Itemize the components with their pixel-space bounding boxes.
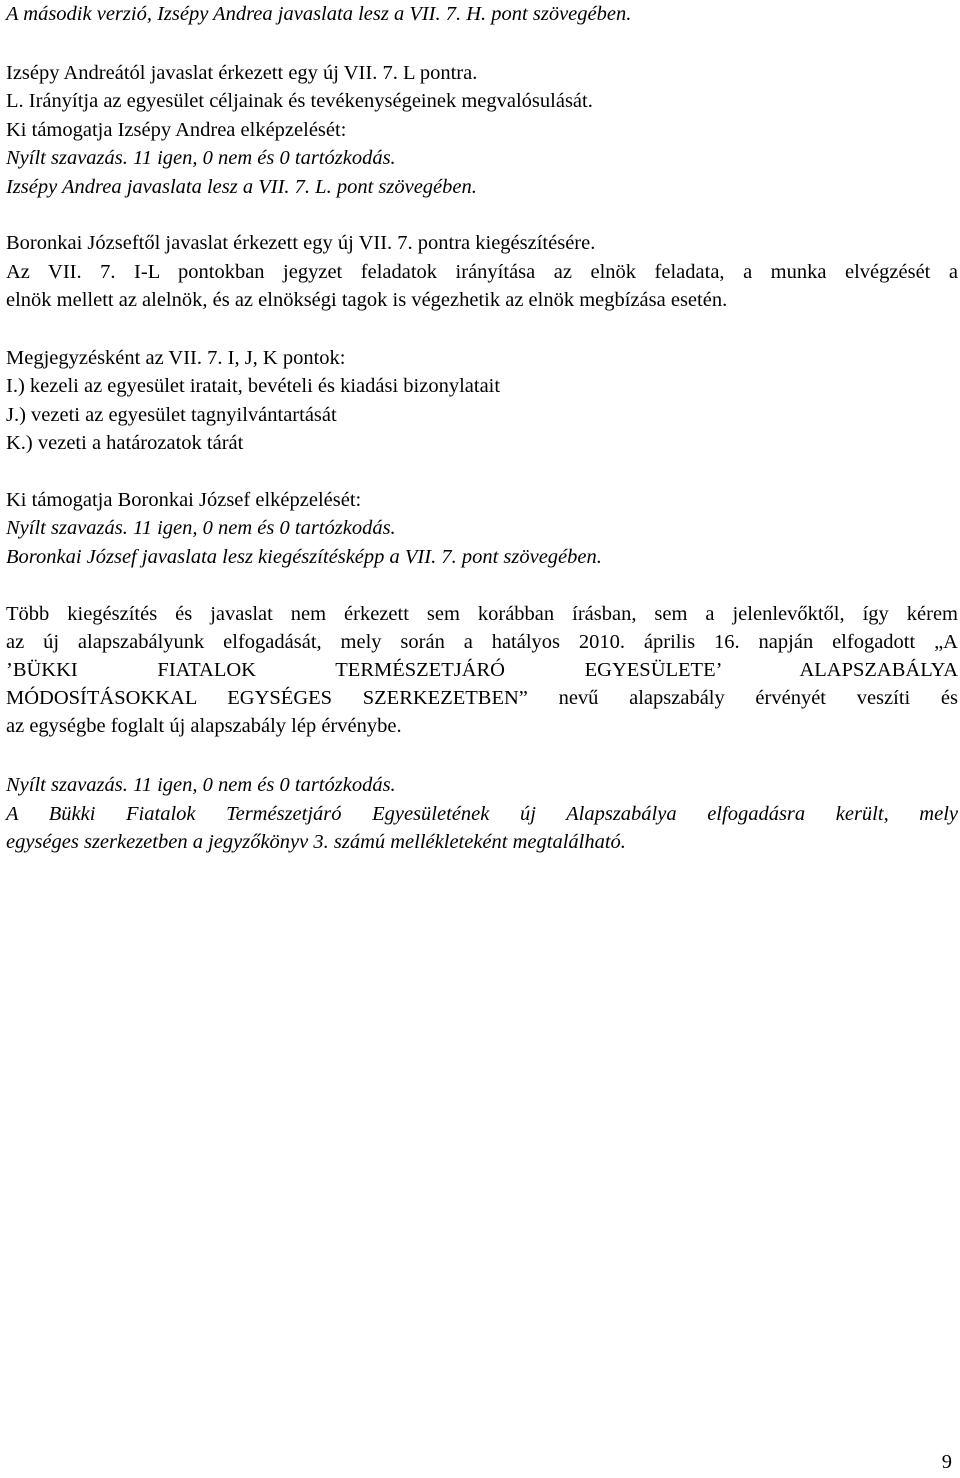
block1-result: Izsépy Andrea javaslata lesz a VII. 7. L. pont szövegében. (6, 176, 477, 198)
block1-vote: Nyílt szavazás. 11 igen, 0 nem és 0 tartózkodás. (6, 147, 396, 169)
block1-line1: Izsépy Andreától javaslat érkezett egy új VII. 7. L pontra. (6, 62, 478, 84)
block6-result (6, 800, 958, 856)
block3-item-i: I.) kezeli az egyesület iratait, bevételi és kiadási bizonylatait (6, 375, 501, 397)
block3-item-k: K.) vezeti a határozatok tárát (6, 432, 244, 454)
block3-title: Megjegyzésként az VII. 7. I, J, K pontok: (6, 347, 346, 369)
block4-line1: Ki támogatja Boronkai József elképzelését: (6, 489, 362, 511)
header-line: A második verzió, Izsépy Andrea javaslata lesz a VII. 7. H. pont szövegében. (6, 3, 632, 25)
block5-line1: Több kiegészítés és javaslat nem érkezett sem korábban írásban, sem a jelenlevőktől, így kérem (6, 603, 958, 625)
block2-para-line2: elnök mellett az alelnök, és az elnökségi tagok is végezhetik az elnök megbízása esetén. (6, 289, 728, 311)
block6-result-line1: A Bükki Fiatalok Természetjáró Egyesületének új Alapszabálya elfogadásra került, mely (6, 803, 958, 825)
block5-line5: az egységbe foglalt új alapszabály lép érvénybe. (6, 715, 402, 737)
block1-line3: Ki támogatja Izsépy Andrea elképzelését: (6, 119, 347, 141)
page-number: 9 (941, 1451, 952, 1473)
block2-para-line1: Az VII. 7. I-L pontokban jegyzet feladatok irányítása az elnök feladata, a munka elvégzését a (6, 261, 958, 283)
block4-result: Boronkai József javaslata lesz kiegészítésképp a VII. 7. pont szövegében. (6, 546, 602, 568)
block2-paragraph (6, 258, 958, 314)
block5-paragraph (6, 600, 958, 740)
block6-result-line2: egységes szerkezetben a jegyzőkönyv 3. számú mellékleteként megtalálható. (6, 831, 626, 853)
block5-line3: ’BÜKKI FIATALOK TERMÉSZETJÁRÓ EGYESÜLETE’ ALAPSZABÁLYA (6, 659, 958, 681)
block5-line4: MÓDOSÍTÁSOKKAL EGYSÉGES SZERKEZETBEN” nevű alapszabály érvényét veszíti és (6, 687, 958, 709)
block5-line2: az új alapszabályunk elfogadását, mely során a hatályos 2010. április 16. napján elfogadott „A (6, 631, 958, 653)
block1-line2: L. Irányítja az egyesület céljainak és tevékenységeinek megvalósulását. (6, 90, 593, 112)
block4-vote: Nyílt szavazás. 11 igen, 0 nem és 0 tartózkodás. (6, 517, 396, 539)
block2-line1: Boronkai Józseftől javaslat érkezett egy új VII. 7. pontra kiegészítésére. (6, 232, 596, 254)
block3-item-j: J.) vezeti az egyesület tagnyilvántartását (6, 404, 337, 426)
block6-vote: Nyílt szavazás. 11 igen, 0 nem és 0 tartózkodás. (6, 774, 396, 796)
